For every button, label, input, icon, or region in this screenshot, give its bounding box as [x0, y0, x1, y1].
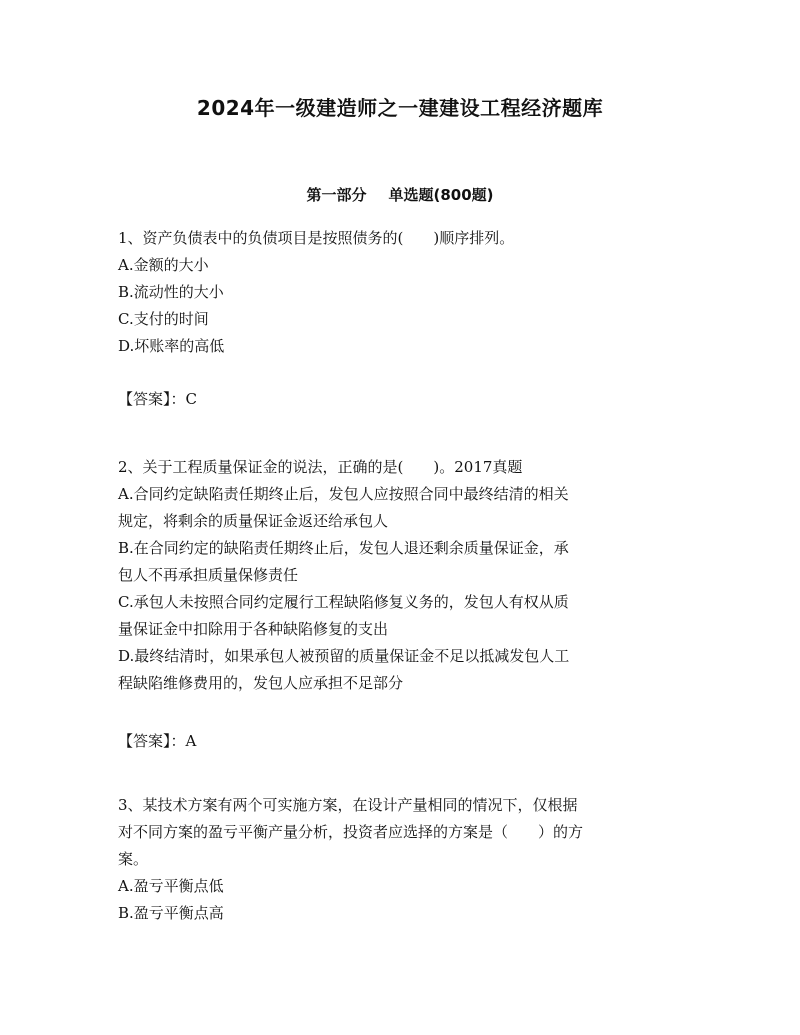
question-stem-line-3: 案。	[118, 850, 149, 868]
option-d: D.坏账率的高低	[118, 337, 225, 355]
option-a: A.金额的大小	[118, 256, 209, 274]
question-3	[118, 792, 688, 927]
section-part: 第一部分	[306, 186, 367, 204]
answer-1	[118, 386, 197, 413]
question-stem: 1、资产负债表中的负债项目是按照债务的( )顺序排列。	[118, 229, 515, 247]
option-d-line-1: D.最终结清时，如果承包人被预留的质量保证金不足以抵减发包人工	[118, 647, 570, 665]
option-c-line-2: 量保证金中扣除用于各种缺陷修复的支出	[118, 620, 389, 638]
answer-2	[118, 728, 196, 755]
document-title: 2024年一级建造师之一建建设工程经济题库	[196, 96, 604, 120]
section-name: 单选题(800题)	[388, 186, 494, 204]
option-c: C.支付的时间	[118, 310, 209, 328]
option-d-line-2: 程缺陷维修费用的，发包人应承担不足部分	[118, 674, 404, 692]
option-a-line-1: A.合同约定缺陷责任期终止后，发包人应按照合同中最终结清的相关	[118, 485, 569, 503]
option-b: B.流动性的大小	[118, 283, 224, 301]
question-stem-line-2: 对不同方案的盈亏平衡产量分析，投资者应选择的方案是（ ）的方	[118, 823, 584, 841]
question-stem: 2、关于工程质量保证金的说法，正确的是( )。2017真题	[118, 458, 523, 476]
section-heading	[0, 183, 800, 207]
option-a-line-2: 规定，将剩余的质量保证金返还给承包人	[118, 512, 389, 530]
option-c-line-1: C.承包人未按照合同约定履行工程缺陷修复义务的，发包人有权从质	[118, 593, 569, 611]
option-b-line-2: 包人不再承担质量保修责任	[118, 566, 299, 584]
question-1	[118, 225, 688, 360]
answer-label: 【答案】：	[118, 732, 186, 750]
answer-label: 【答案】：	[118, 390, 186, 408]
option-a: A.盈亏平衡点低	[118, 877, 224, 895]
answer-value: A	[185, 732, 197, 750]
option-b: B.盈亏平衡点高	[118, 904, 224, 922]
answer-value: C	[185, 390, 197, 408]
question-stem-line-1: 3、某技术方案有两个可实施方案，在设计产量相同的情况下，仅根据	[118, 796, 578, 814]
question-2	[118, 454, 688, 697]
option-b-line-1: B.在合同约定的缺陷责任期终止后，发包人退还剩余质量保证金，承	[118, 539, 569, 557]
